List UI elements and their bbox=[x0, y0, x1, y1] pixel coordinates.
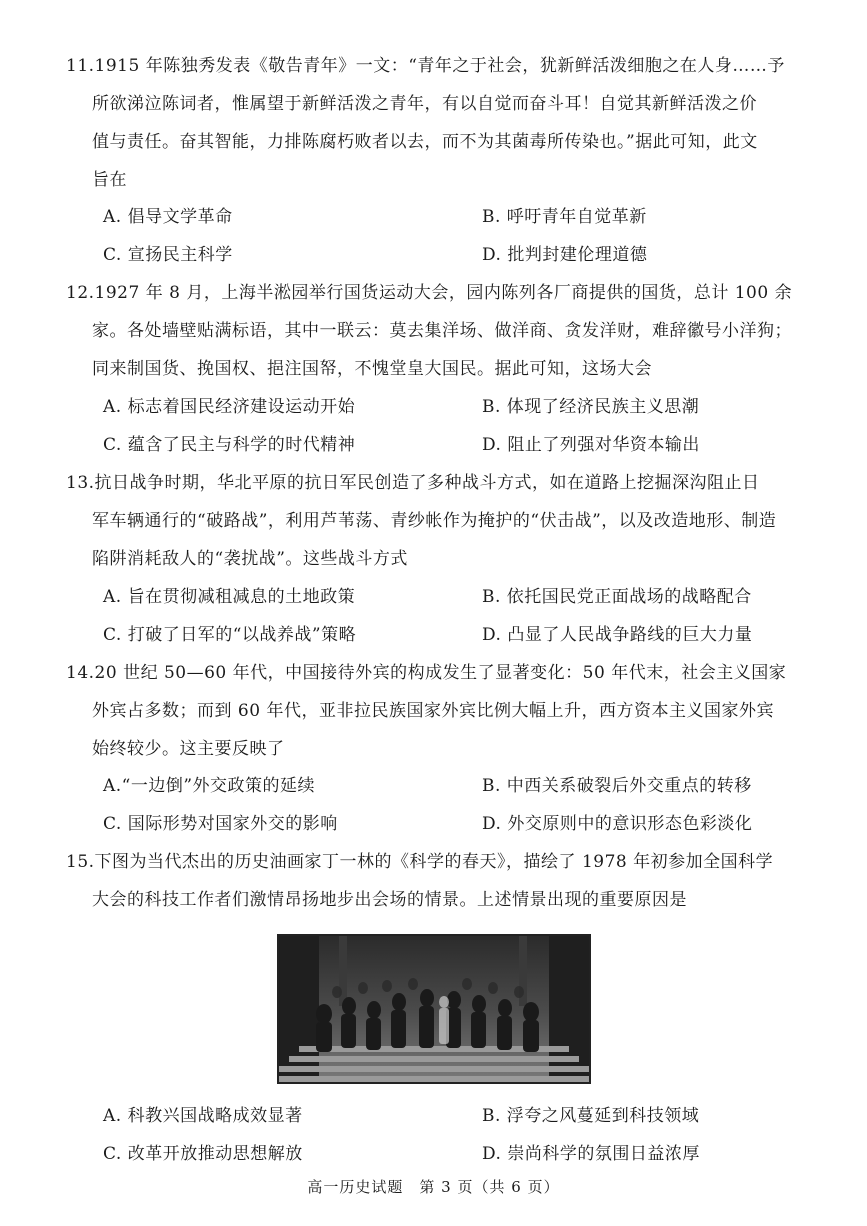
question-number: 12. bbox=[66, 283, 95, 303]
question-14-line-3: 始终较少。这主要反映了 bbox=[92, 739, 285, 759]
question-15-line-2: 大会的科技工作者们激情昂扬地步出会场的情景。上述情景出现的重要原因是 bbox=[92, 890, 687, 910]
question-11-stem bbox=[66, 47, 806, 199]
question-14-line-1: 14.20 世纪 50—60 年代，中国接待外宾的构成发生了显著变化：50 年代末，社会主义国家 bbox=[66, 663, 787, 683]
question-13-option-b[interactable]: B. 依托国民党正面战场的战略配合 bbox=[482, 587, 752, 607]
question-12-line-2: 家。各处墙壁贴满标语，其中一联云：莫去集洋场、做洋商、贪发洋财，难辞徽号小洋狗； bbox=[92, 321, 792, 341]
question-13-option-d[interactable]: D. 凸显了人民战争路线的巨大力量 bbox=[482, 625, 753, 645]
page-footer: 高一历史试题 第 3 页（共 6 页） bbox=[307, 1178, 560, 1196]
question-12-option-c[interactable]: C. 蕴含了民主与科学的时代精神 bbox=[103, 435, 356, 455]
question-11-line-4: 旨在 bbox=[92, 170, 127, 190]
question-number: 11. bbox=[66, 56, 95, 76]
question-11-line-3: 值与责任。奋其智能，力排陈腐朽败者以去，而不为其菌毒所传染也。”据此可知，此文 bbox=[92, 132, 758, 152]
question-12-option-a[interactable]: A. 标志着国民经济建设运动开始 bbox=[103, 397, 356, 417]
question-15-option-b[interactable]: B. 浮夸之风蔓延到科技领域 bbox=[482, 1106, 700, 1126]
question-14-line-2: 外宾占多数；而到 60 年代，亚非拉民族国家外宾比例大幅上升，西方资本主义国家外宾 bbox=[92, 701, 774, 721]
question-15-option-a[interactable]: A. 科教兴国战略成效显著 bbox=[103, 1106, 303, 1126]
question-11-option-c[interactable]: C. 宣扬民主科学 bbox=[103, 245, 233, 265]
science-spring-painting bbox=[277, 934, 591, 1084]
question-13-line-2: 军车辆通行的“破路战”，利用芦苇荡、青纱帐作为掩护的“伏击战”，以及改造地形、制造 bbox=[92, 511, 777, 531]
question-13-line-1: 13.抗日战争时期，华北平原的抗日军民创造了多种战斗方式，如在道路上挖掘深沟阻止日 bbox=[66, 473, 760, 493]
question-11-option-a[interactable]: A. 倡导文学革命 bbox=[103, 207, 233, 227]
question-12-line-1: 12.1927 年 8 月，上海半淞园举行国货运动大会，园内陈列各厂商提供的国货，总计 100 余 bbox=[66, 283, 793, 303]
question-14-option-b[interactable]: B. 中西关系破裂后外交重点的转移 bbox=[482, 776, 752, 796]
question-number: 14. bbox=[66, 663, 95, 683]
question-15-line-1: 15.下图为当代杰出的历史油画家丁一林的《科学的春天》，描绘了 1978 年初参加全国科学 bbox=[66, 852, 774, 872]
question-11-line-2: 所欲涕泣陈词者，惟属望于新鲜活泼之青年，有以自觉而奋斗耳！自觉其新鲜活泼之价 bbox=[92, 94, 757, 114]
question-13-option-a[interactable]: A. 旨在贯彻减租减息的土地政策 bbox=[103, 587, 356, 607]
question-13-line-3: 陷阱消耗敌人的“袭扰战”。这些战斗方式 bbox=[92, 549, 408, 569]
question-15-stem bbox=[66, 843, 806, 919]
question-11-option-b[interactable]: B. 呼吁青年自觉革新 bbox=[482, 207, 647, 227]
question-12-option-b[interactable]: B. 体现了经济民族主义思潮 bbox=[482, 397, 700, 417]
painting-image bbox=[279, 936, 589, 1082]
question-14-option-d[interactable]: D. 外交原则中的意识形态色彩淡化 bbox=[482, 814, 753, 834]
question-14-stem bbox=[66, 654, 806, 768]
question-13-option-c[interactable]: C. 打破了日军的“以战养战”策略 bbox=[103, 625, 357, 645]
question-number: 13. bbox=[66, 473, 95, 493]
question-11-line-1: 11.1915 年陈独秀发表《敬告青年》一文：“青年之于社会，犹新鲜活泼细胞之在人身……予 bbox=[66, 56, 785, 76]
question-15-option-c[interactable]: C. 改革开放推动思想解放 bbox=[103, 1144, 303, 1164]
question-number: 15. bbox=[66, 852, 95, 872]
question-15-option-d[interactable]: D. 崇尚科学的氛围日益浓厚 bbox=[482, 1144, 700, 1164]
question-12-line-3: 同来制国货、挽国权、挹注国帑，不愧堂皇大国民。据此可知，这场大会 bbox=[92, 359, 652, 379]
question-12-stem bbox=[66, 274, 806, 388]
question-11-option-d[interactable]: D. 批判封建伦理道德 bbox=[482, 245, 648, 265]
question-14-option-a[interactable]: A.“一边倒”外交政策的延续 bbox=[103, 776, 316, 796]
question-13-stem bbox=[66, 464, 806, 578]
question-12-option-d[interactable]: D. 阻止了列强对华资本输出 bbox=[482, 435, 700, 455]
question-14-option-c[interactable]: C. 国际形势对国家外交的影响 bbox=[103, 814, 338, 834]
